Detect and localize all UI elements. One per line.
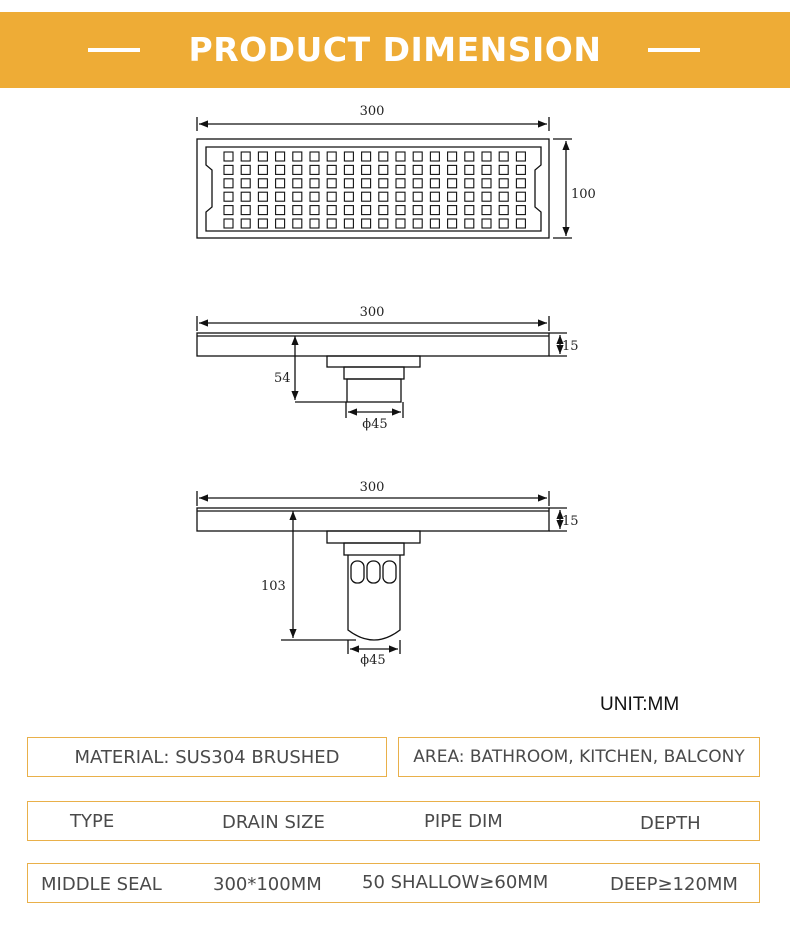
drain-slot [310,152,319,161]
header-type: TYPE [70,811,115,832]
drain-slot [396,206,405,215]
drain-slot [448,206,457,215]
table-data-row [27,863,760,903]
page-title: PRODUCT DIMENSION [188,30,602,69]
drain-slot [224,192,233,201]
drain-slot [396,219,405,228]
drain-slot [362,179,371,188]
drain-slot [344,206,353,215]
table-header-row [27,801,760,841]
drain-slot [465,206,474,215]
drain-slot [293,219,302,228]
drain-slot [362,206,371,215]
drain-slot [362,165,371,174]
drain-slot [276,165,285,174]
drain-slot [430,219,439,228]
drain-slot [413,206,422,215]
drain-slot [482,219,491,228]
drain-slot [327,152,336,161]
drain-slot [499,179,508,188]
drain-slot [448,219,457,228]
deep-thickness-label: 15 [562,514,579,529]
drain-slot [413,152,422,161]
drain-slot [379,152,388,161]
side-view-deep-drawing [197,491,567,654]
drain-slot [293,165,302,174]
drain-slot [482,179,491,188]
drain-slot-grid [224,152,525,228]
top-view-height-label: 100 [571,187,596,202]
drain-slot [516,152,525,161]
drain-slot [327,179,336,188]
cell-pipe-dim: 50 SHALLOW≥60MM [362,872,549,893]
drain-slot [430,206,439,215]
drain-slot [327,206,336,215]
drain-slot [327,219,336,228]
drain-slot [413,179,422,188]
drain-slot [499,219,508,228]
drain-slot [241,219,250,228]
drain-slot [430,152,439,161]
drain-slot [241,192,250,201]
drain-slot [310,206,319,215]
drain-slot [482,152,491,161]
drain-slot [258,206,267,215]
drain-slot [293,179,302,188]
drain-slot [293,206,302,215]
drain-slot [482,165,491,174]
drain-slot [465,179,474,188]
drain-slot [224,219,233,228]
drain-slot [396,179,405,188]
drain-slot [344,152,353,161]
drain-slot [396,152,405,161]
drain-slot [516,179,525,188]
drain-slot [344,192,353,201]
drain-slot [379,219,388,228]
drain-slot [241,206,250,215]
drain-slot [516,165,525,174]
header-drain-size: DRAIN SIZE [222,812,325,833]
drain-slot [482,206,491,215]
cell-type: MIDDLE SEAL [41,874,162,895]
drain-slot [241,152,250,161]
drain-slot [258,165,267,174]
drain-slot [448,165,457,174]
drain-slot [224,165,233,174]
header-depth: DEPTH [640,813,701,834]
drain-slot [293,152,302,161]
drain-slot [327,192,336,201]
drain-slot [258,152,267,161]
drain-slot [241,179,250,188]
drain-slot [465,192,474,201]
unit-label: UNIT:MM [600,694,680,715]
drain-slot [430,192,439,201]
cell-depth: DEEP≥120MM [610,874,738,895]
shallow-pipe-label: ϕ45 [362,417,388,432]
drain-slot [499,165,508,174]
shallow-width-label: 300 [359,305,385,320]
drain-slot [516,219,525,228]
drain-slot [465,152,474,161]
material-text: MATERIAL: SUS304 BRUSHED [74,747,340,768]
drain-slot [448,179,457,188]
drain-slot [430,165,439,174]
drain-slot [276,152,285,161]
drain-slot [241,165,250,174]
side-view-shallow-drawing [197,316,567,418]
deep-pipe-label: ϕ45 [360,653,386,668]
drain-slot [499,206,508,215]
drain-slot [344,165,353,174]
drain-slot [396,165,405,174]
drain-slot [499,192,508,201]
area-box [398,737,760,777]
drain-slot [293,192,302,201]
drain-slot [224,206,233,215]
drain-slot [413,165,422,174]
drain-slot [413,219,422,228]
top-view-width-label: 300 [359,104,385,119]
drain-slot [276,219,285,228]
shallow-depth-label: 54 [274,371,291,386]
drain-slot [465,165,474,174]
drain-slot [327,165,336,174]
drain-slot [379,192,388,201]
drain-slot [310,192,319,201]
drain-slot [276,192,285,201]
drain-slot [379,165,388,174]
material-box [27,737,387,777]
drain-slot [516,192,525,201]
deep-width-label: 300 [359,480,385,495]
drain-slot [310,219,319,228]
drain-slot [344,219,353,228]
drain-slot [258,192,267,201]
drain-slot [258,179,267,188]
drain-slot [465,219,474,228]
deep-depth-label: 103 [261,579,286,594]
drain-slot [413,192,422,201]
drain-slot [310,179,319,188]
cell-drain-size: 300*100MM [213,874,322,895]
drain-slot [224,179,233,188]
drain-slot [362,192,371,201]
drain-slot [310,165,319,174]
drain-slot [396,192,405,201]
drain-slot [362,152,371,161]
drain-slot [276,179,285,188]
top-view-drawing [197,117,572,238]
header-pipe-dim: PIPE DIM [424,811,503,832]
drain-slot [516,206,525,215]
drain-slot [482,192,491,201]
drain-slot [344,179,353,188]
drain-slot [379,179,388,188]
drain-slot [499,152,508,161]
drain-slot [379,206,388,215]
area-text: AREA: BATHROOM, KITCHEN, BALCONY [413,747,745,767]
drain-slot [362,219,371,228]
shallow-thickness-label: 15 [562,339,579,354]
drain-slot [276,206,285,215]
drain-slot [448,152,457,161]
drain-slot [448,192,457,201]
drain-slot [430,179,439,188]
drain-slot [258,219,267,228]
drain-slot [224,152,233,161]
